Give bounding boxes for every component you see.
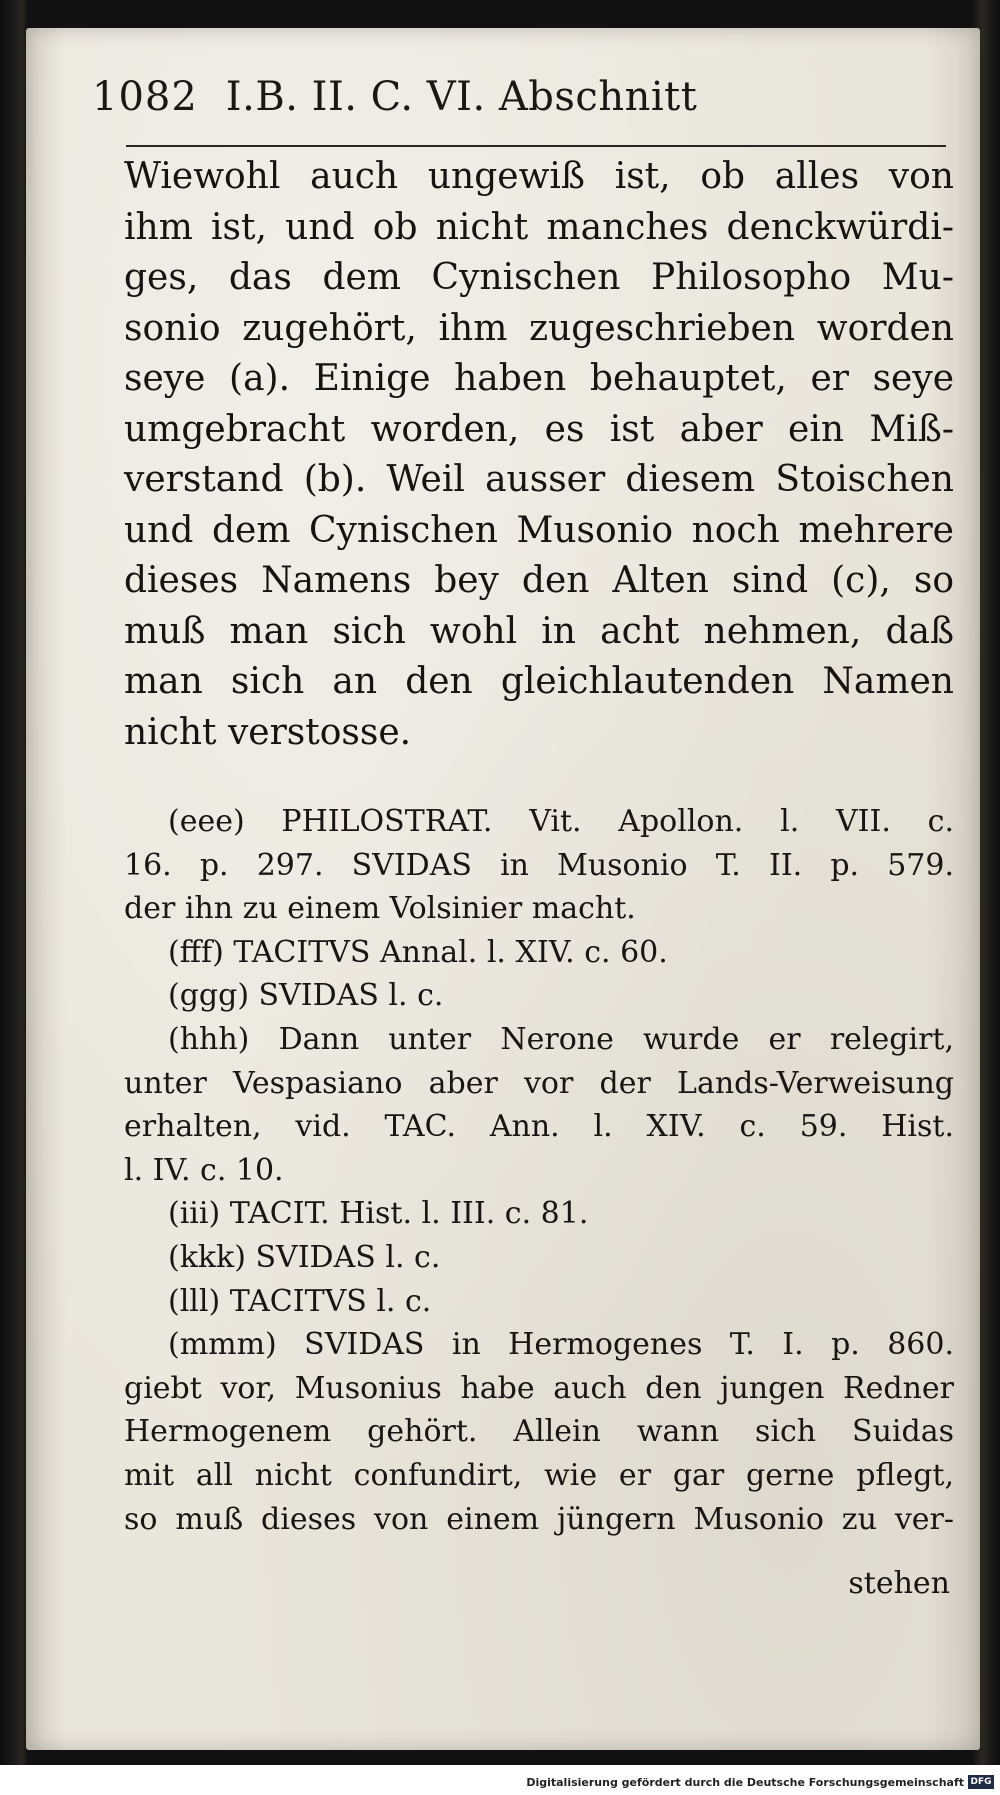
page-number: 1082 [92,74,198,120]
body-line: nicht verstosse. [124,711,412,753]
footnote-kkk [124,1236,954,1280]
body-line: ihm ist, und ob nicht manches denckwürdi- [124,206,954,248]
body-line: Wiewohl auch ungewiß ist, ob alles von [124,156,954,197]
body-line: muß man sich wohl in acht nehmen, daß [124,610,954,652]
body-line: umgebracht worden, es ist aber ein Miß- [124,408,954,450]
footnote-line: erhalten, vid. TAC. Ann. l. XIV. c. 59. Hist. [124,1109,954,1145]
body-line: und dem Cynischen Musonio noch mehrere [124,509,954,551]
digitization-footer [0,1765,1000,1795]
footnote-line: so muß dieses von einem jüngern Musonio zu ver- [124,1501,954,1537]
footnote-fff [124,931,954,975]
funding-credit: Digitalisierung gefördert durch die Deutsche Forschungsgemeinschaft [526,1776,964,1789]
catchword: stehen [848,1566,950,1601]
footnote-line: 16. p. 297. SVIDAS in Musonio T. II. p. 579. [124,847,954,883]
footnote-line: (hhh) Dann unter Nerone wurde er relegirt, [168,1021,954,1057]
footnotes [124,800,954,1541]
footnote-line: unter Vespasiano aber vor der Lands-Verweisung [124,1065,954,1101]
body-line: seye (a). Einige haben behauptet, er seye [124,358,954,399]
body-line: ges, das dem Cynischen Philosopho Mu- [124,257,954,298]
footnote-line: Hermogenem gehört. Allein wann sich Suidas [124,1414,954,1450]
footnote-line: (iii) TACIT. Hist. l. III. c. 81. [168,1196,589,1232]
dfg-logo: DFG [968,1775,994,1789]
footnote-lll [124,1280,954,1324]
body-line: dieses Namens bey den Alten sind (c), so [124,560,954,601]
footnote-line: (lll) TACITVS l. c. [168,1283,432,1319]
footnote-line: der ihn zu einem Volsinier macht. [124,891,636,927]
body-line: man sich an den gleichlautenden Namen [124,661,954,702]
footnote-line: (eee) PHILOSTRAT. Vit. Apollon. l. VII. c. [168,804,954,839]
footnote-line: (fff) TACITVS Annal. l. XIV. c. 60. [168,934,668,970]
footnote-line: (ggg) SVIDAS l. c. [168,978,444,1014]
header-rule [126,145,946,147]
footnote-line: (mmm) SVIDAS in Hermogenes T. I. p. 860. [168,1327,954,1363]
footnote-ggg [124,974,954,1018]
footnote-eee [124,800,954,931]
footnote-hhh [124,1018,954,1192]
running-head: I.B. II. C. VI. Abschnitt [225,74,698,120]
footnote-line: (kkk) SVIDAS l. c. [168,1239,441,1275]
footnote-iii [124,1192,954,1236]
body-line: verstand (b). Weil ausser diesem Stoischen [124,459,954,500]
footnote-line: giebt vor, Musonius habe auch den jungen Redner [124,1370,954,1406]
footnote-line: mit all nicht confundirt, wie er gar gerne pflegt, [124,1457,954,1493]
page-header [92,58,952,120]
main-body-text [124,152,954,758]
footnote-mmm [124,1323,954,1541]
body-line: sonio zugehört, ihm zugeschrieben worden [124,307,954,349]
footnote-line: l. IV. c. 10. [124,1152,284,1188]
